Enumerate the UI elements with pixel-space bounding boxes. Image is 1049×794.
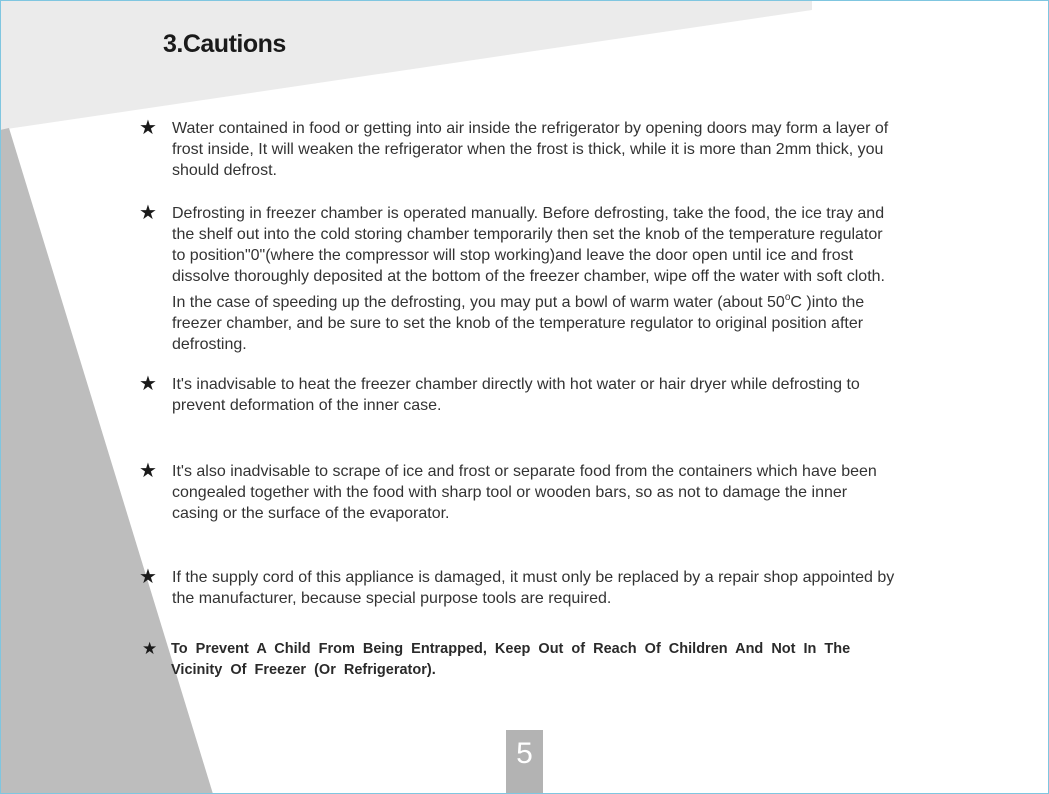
page-number: 5 <box>506 730 543 794</box>
header-band <box>0 0 812 130</box>
caution-text-part: Defrosting in freezer chamber is operated manually. Before defrosting, take the food, the ice tray and the shelf out into the cold storing chamber temporarily then set the knob of the temperature regulator to position"0"(where the compressor will stop working)and leave the door open until ice and frost dissolve thoroughly deposited at the bottom of the freezer chamber, wipe off the water with soft cloth. In the case of speeding up the defrosting, you may put a bowl of warm water (about 50 <box>172 205 885 311</box>
star-bullet-icon: ★ <box>139 566 157 588</box>
caution-text: Water contained in food or getting into air inside the refrigerator by opening doors may form a layer of frost inside, It will weaken the refrigerator when the frost is thick, while it is more than 2mm thick, you should defrost. <box>172 120 889 179</box>
caution-text <box>172 203 897 355</box>
star-bullet-icon: ★ <box>139 117 157 139</box>
caution-text: It's inadvisable to heat the freezer chamber directly with hot water or hair dryer while defrosting to prevent deformation of the inner case. <box>172 376 860 414</box>
caution-text: It's also inadvisable to scrape of ice and frost or separate food from the containers which have been congealed together with the food with sharp tool or wooden bars, so as not to damage the inner casing or the surface of the evaporator. <box>172 463 877 522</box>
degree-symbol: o <box>784 292 791 303</box>
caution-text-part: C )into the freezer chamber, and be sure to set the knob of the temperature regulator to original position after defrosting. <box>172 294 865 353</box>
caution-text: If the supply cord of this appliance is damaged, it must only be replaced by a repair shop appointed by the manufacturer, because special purpose tools are required. <box>172 569 895 607</box>
star-bullet-icon: ★ <box>142 639 158 658</box>
caution-text: To Prevent A Child From Being Entrapped, Keep Out of Reach Of Children And Not In The Vicinity Of Freezer (Or Refrigerator). <box>171 641 851 678</box>
page-title: 3.Cautions <box>163 30 286 58</box>
star-bullet-icon: ★ <box>139 202 157 224</box>
star-bullet-icon: ★ <box>139 373 157 395</box>
star-bullet-icon: ★ <box>139 460 157 482</box>
